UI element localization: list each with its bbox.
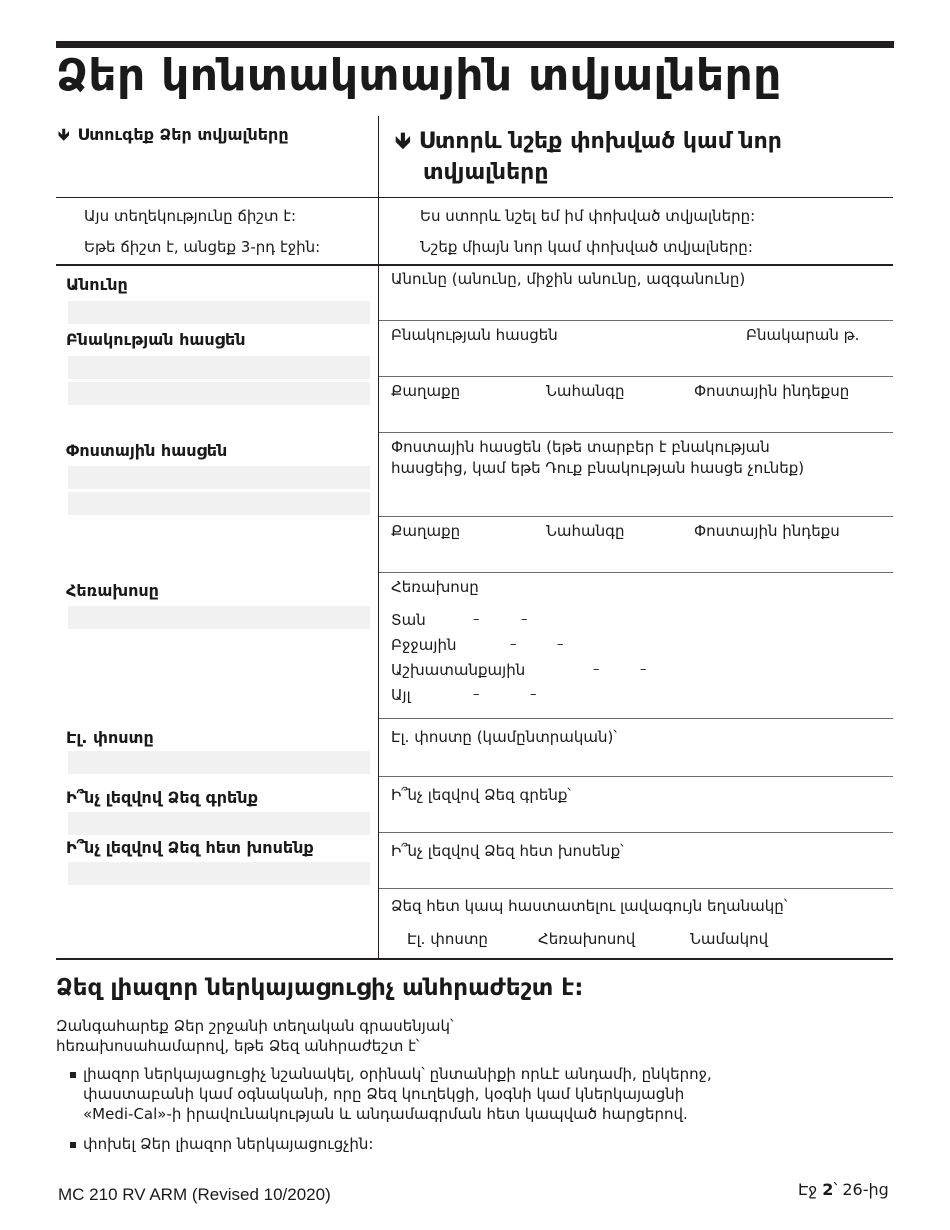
right-phone-cell: Բջջային [391, 636, 457, 654]
arrow-down-icon: 🡻 [395, 129, 411, 154]
right-phone-other: Այլ [391, 686, 411, 704]
right-state: Նահանգը [546, 382, 625, 400]
divider [379, 832, 893, 833]
option-email: Էլ. փոստը [407, 930, 488, 948]
page-num: 2 [822, 1180, 834, 1199]
divider [379, 376, 893, 377]
divider [56, 197, 893, 198]
home-address-value-field-2 [68, 382, 370, 405]
right-city: Քաղաքը [391, 382, 461, 400]
bullet-icon [70, 1072, 76, 1078]
divider [379, 572, 893, 573]
bullet-1 [83, 1064, 883, 1124]
intro-left-1: Այս տեղեկությունը ճիշտ է: [84, 207, 297, 225]
header-left [58, 124, 289, 151]
mailing-address-value-field-2 [68, 492, 370, 515]
divider [379, 776, 893, 777]
right-zip: Փոստային ինդեքսը [694, 382, 850, 400]
right-mailing-2: հասցեից, կամ եթե Դուք բնակության հասցե չունեք) [391, 459, 805, 477]
dash: – [530, 687, 537, 702]
header-right-line2: տվյալները [423, 160, 549, 185]
right-city-2: Քաղաքը [391, 522, 461, 540]
option-phone: Հեռախոսով [538, 930, 636, 948]
right-write-language: Ի՞նչ լեզվով Ձեզ գրենք՝ [391, 786, 571, 804]
label-email: Էլ. փոստը [66, 728, 154, 747]
name-value-field [68, 301, 370, 324]
right-speak-language: Ի՞նչ լեզվով Ձեզ հետ խոսենք՝ [391, 842, 624, 860]
right-best-contact: Ձեզ հետ կապ հաստատելու լավագույն եղանակը՝ [391, 897, 788, 915]
divider [379, 516, 893, 517]
right-email: Էլ. փոստը (կամընտրական)՝ [391, 728, 617, 746]
table-bottom-rule [56, 958, 893, 960]
header-left-label: Ստուգեք Ձեր տվյալները [77, 125, 289, 144]
divider [379, 432, 893, 433]
dash: – [473, 687, 480, 702]
label-write-language: Ի՞նչ լեզվով Ձեզ գրենք [66, 788, 258, 807]
header-right [395, 126, 875, 188]
label-name: Անունը [66, 275, 128, 294]
intro-left-2: Եթե ճիշտ է, անցեք 3-րդ էջին: [84, 238, 321, 256]
divider [379, 888, 893, 889]
write-language-value-field [68, 812, 370, 835]
bullet-2: փոխել Ձեր լիազոր ներկայացուցչին: [83, 1135, 374, 1153]
right-zip-2: Փոստային ինդեքս [694, 522, 840, 540]
dash: – [473, 612, 480, 627]
para-line-1: Զանգահարեք Ձեր շրջանի տեղական գրասենյակ՝ [56, 1017, 454, 1035]
title-rule [56, 41, 894, 48]
right-mailing-1: Փոստային հասցեն (եթե տարբեր է բնակության [391, 438, 770, 456]
divider [56, 264, 893, 266]
label-speak-language: Ի՞նչ լեզվով Ձեզ հետ խոսենք [66, 838, 314, 857]
intro-right-2: Նշեք միայն նոր կամ փոխված տվյալները: [420, 238, 753, 256]
home-address-value-field [68, 356, 370, 379]
header-right-line1: Ստորև նշեք փոխված կամ նոր [418, 129, 782, 154]
page-suffix: ՝ 26-ից [833, 1180, 889, 1199]
page-number [798, 1180, 889, 1199]
bullet-1-line-3: «Medi-Cal»-ի իրավունակության և անդամագրման հետ կապված հարցերով. [83, 1105, 688, 1123]
page-title: Ձեր կոնտակտային տվյալները [56, 50, 782, 101]
right-name: Անունը (անունը, միջին անունը, ազգանունը) [391, 270, 746, 288]
section-title-authorized: Ձեզ լիազոր ներկայացուցիչ անհրաժեշտ է: [56, 975, 584, 1001]
speak-language-value-field [68, 862, 370, 885]
dash: – [510, 637, 517, 652]
right-phone-work: Աշխատանքային [391, 661, 526, 679]
label-mailing-address: Փոստային հասցեն [66, 441, 228, 460]
right-home-address: Բնակության հասցեն [391, 326, 558, 344]
option-mail: Նամակով [690, 930, 769, 948]
dash: – [557, 637, 564, 652]
right-phone: Հեռախոսը [391, 578, 479, 596]
right-apt: Բնակարան թ. [746, 326, 860, 344]
dash: – [521, 612, 528, 627]
dash: – [640, 662, 647, 677]
divider [379, 320, 893, 321]
dash: – [593, 662, 600, 677]
label-phone: Հեռախոսը [66, 581, 159, 600]
page-prefix: Էջ [798, 1180, 818, 1199]
intro-right-1: Ես ստորև նշել եմ իմ փոխված տվյալները: [420, 207, 756, 225]
form-id: MC 210 RV ARM (Revised 10/2020) [58, 1185, 331, 1204]
divider [379, 718, 893, 719]
para-line-2: հեռախոսահամարով, եթե Ձեզ անհրաժեշտ է՝ [56, 1037, 420, 1055]
phone-value-field [68, 606, 370, 629]
mailing-address-value-field [68, 466, 370, 489]
label-home-address: Բնակության հասցեն [66, 330, 246, 349]
bullet-icon [70, 1142, 76, 1148]
right-state-2: Նահանգը [546, 522, 625, 540]
bullet-1-line-2: փաստաբանի կամ օգնականի, որը Ձեզ կուղեկցի, կօգնի կամ կներկայացնի [83, 1085, 685, 1103]
arrow-down-icon: 🡻 [58, 125, 70, 144]
right-phone-home: Տան [391, 611, 426, 629]
email-value-field [68, 751, 370, 774]
bullet-1-line-1: լիազոր ներկայացուցիչ նշանակել, օրինակ՝ ընտանիքի որևէ անդամի, ընկերոջ, [83, 1065, 712, 1083]
